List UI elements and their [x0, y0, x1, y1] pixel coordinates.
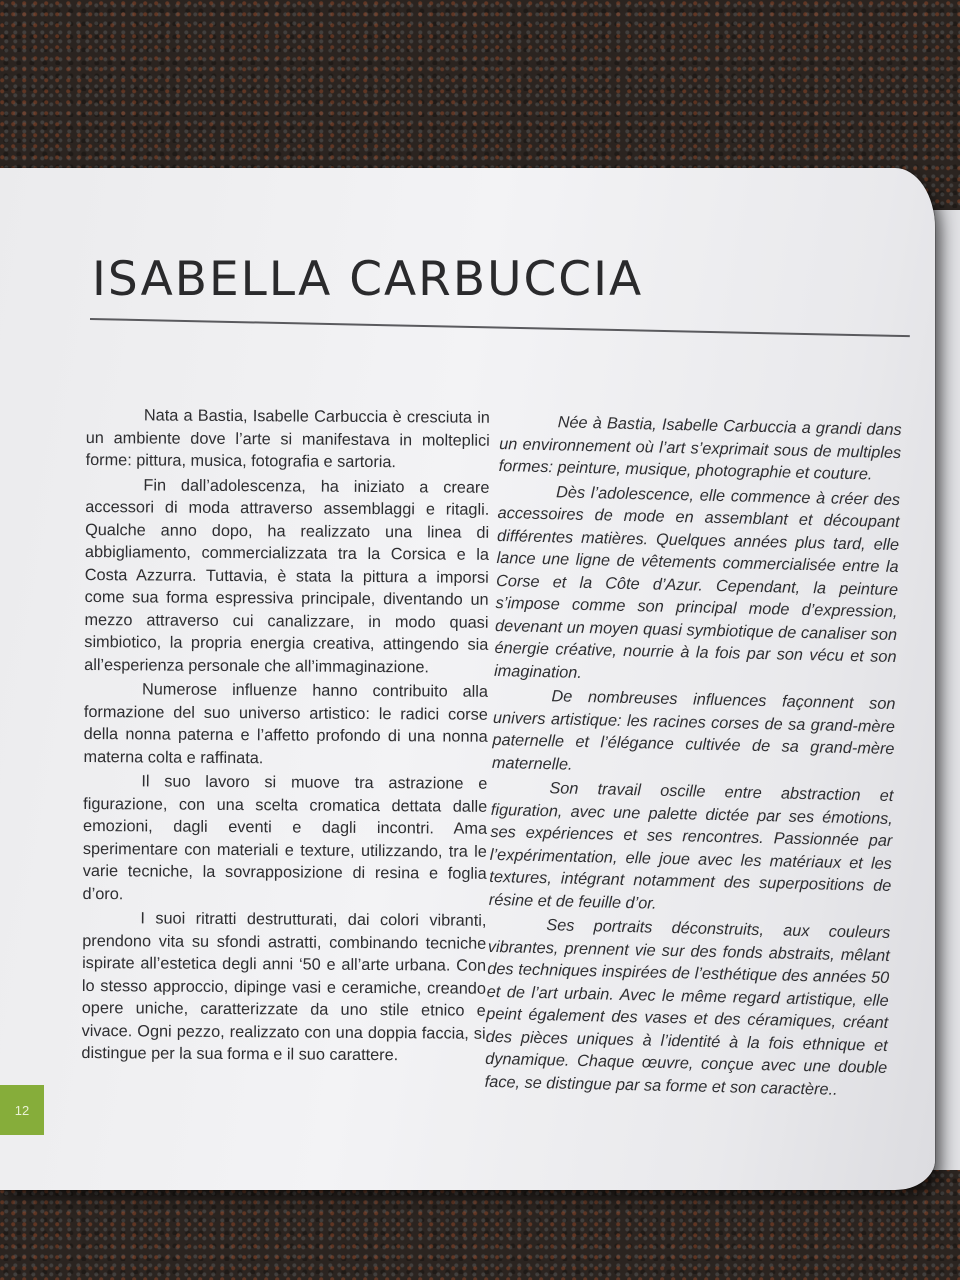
italian-column	[81, 404, 490, 1069]
page-title: ISABELLA CARBUCCIA	[92, 252, 644, 307]
italian-paragraph: Fin dall’adolescenza, ha iniziato a creare accessori di moda attraverso assemblaggi e ritagli. Qualche anno dopo, ha realizzato una linea di abbigliamento, commercializzata tra la Corsica e la Costa Azzurra. Tuttavia, è stata la pittura a imporsi come sua forma espressiva principale, diventando un mezzo attraverso cui canalizzare, in modo quasi simbiotico, la propria energia creativa, attingendo sia all’esperienza personale che all’immaginazione.	[84, 475, 490, 676]
french-paragraph: Dès l’adolescence, elle commence à créer des accessoires de mode en assemblant et découpant différentes matières. Quelques années plus tard, elle lance une ligne de vêtements commercialisée entre la Corse et la Côte d’Azur. Cependant, la peinture s’impose comme son principal mode d’expression, devenant un moyen quasi symbiotique de canaliser son énergie créative, nourrie à la fois par son vécu et son imagination.	[493, 482, 901, 682]
french-paragraph: De nombreuses influences façonnent son univers artistique: les racines corses de sa grand-mère paternelle et l’élégance cultivée de sa grand-mère maternelle.	[491, 687, 896, 774]
french-paragraph: Ses portraits déconstruits, aux couleurs vibrantes, prennent vie sur des fonds abstraits, mêlant des techniques inspirées de l’esthétique des années 50 et de l’art urbain. Avec le même regard artistique, elle peint également des vases et des céramiques, créant des pièces uniques à l’identité à la fois ethnique et dynamique. Chaque œuvre, conçue avec une double face, se distingue par sa forme et son caractère..	[484, 916, 891, 1099]
french-column	[484, 410, 901, 1104]
italian-paragraph: Numerose influenze hanno contribuito alla formazione del suo universo artistico: le radici corse della nonna paterna e l’affetto profondo di una nonna materna colta e raffinata.	[83, 680, 489, 767]
french-paragraph: Son travail oscille entre abstraction et figuration, avec une palette dictée par ses émotions, ses expériences et ses rencontres. Passionnée par l’expérimentation, elle joue avec les matériaux et les textures, intégrant notamment des superpositions de résine et de feuille d’or.	[488, 779, 894, 913]
french-paragraph: Née à Bastia, Isabelle Carbuccia a grandi dans un environnement où l’art s’exprimait sous de multiples formes: peinture, musique, photographie et couture.	[498, 413, 902, 484]
page-number-badge: 12	[0, 1085, 44, 1135]
italian-paragraph: I suoi ritratti destrutturati, dai colori vibranti, prendono vita su sfondi astratti, combinando tecniche ispirate all’estetica degli anni ‘50 e all’arte urbana. Con lo stesso approccio, dipinge vasi e ceramiche, creando opere uniche, caratterizzate da uno stile etnico e vivace. Ogni pezzo, realizzato con una doppia faccia, si distingue per la sua forma e il suo carattere.	[81, 909, 487, 1065]
italian-paragraph: Il suo lavoro si muove tra astrazione e figurazione, con una scelta cromatica dettata dalle emozioni, dagli eventi e dagli incontri. Ama sperimentare con materiali e texture, utilizzando, tra le varie tecniche, la sovrapposizione di resina e foglia d’oro.	[82, 772, 488, 903]
italian-paragraph: Nata a Bastia, Isabelle Carbuccia è cresciuta in un ambiente dove l’arte si manifestava in molteplici forme: pittura, musica, fotografia e sartoria.	[85, 406, 490, 472]
